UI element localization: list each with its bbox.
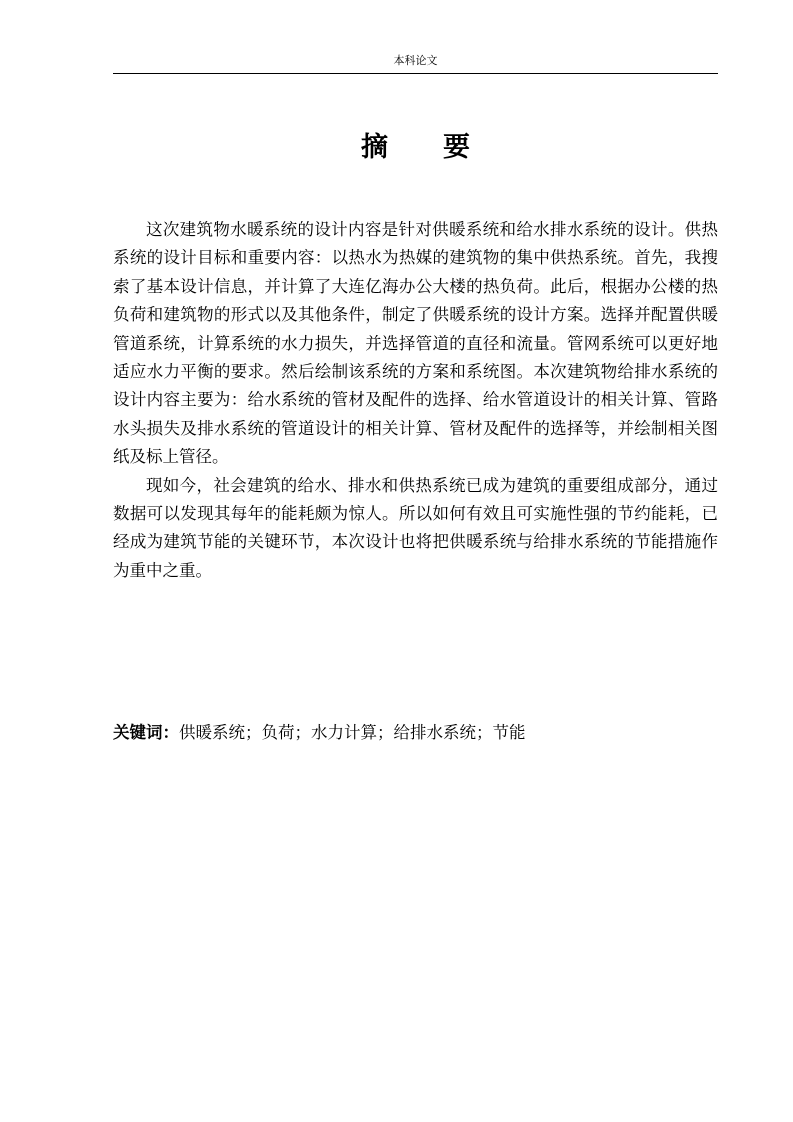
running-title: 本科论文 [393, 54, 438, 67]
keywords-label: 关键词： [113, 723, 179, 742]
abstract-paragraph-2: 现如今，社会建筑的给水、排水和供热系统已成为建筑的重要组成部分，通过数据可以发现其每年的能耗颇为惊人。所以如何有效且可实施性强的节约能耗，已经成为建筑节能的关键环节，本次设计也将把供暖系统与给排水系统的节能措施作为重中之重。 [113, 475, 718, 580]
keywords-text: 供暖系统；负荷；水力计算；给排水系统；节能 [179, 723, 526, 742]
abstract-title-char-2: 要 [443, 132, 470, 163]
abstract-body [113, 216, 718, 585]
running-header [113, 54, 718, 68]
abstract-title [113, 130, 718, 166]
abstract-paragraph-1: 这次建筑物水暖系统的设计内容是针对供暖系统和给水排水系统的设计。供热系统的设计目标和重要内容：以热水为热媒的建筑物的集中供热系统。首先，我搜索了基本设计信息，并计算了大连亿海办公大楼的热负荷。此后，根据办公楼的热负荷和建筑物的形式以及其他条件，制定了供暖系统的设计方案。选择并配置供暖管道系统，计算系统的水力损失，并选择管道的直径和流量。管网系统可以更好地适应水力平衡的要求。然后绘制该系统的方案和系统图。本次建筑物给排水系统的设计内容主要为：给水系统的管材及配件的选择、给水管道设计的相关计算、管路水头损失及排水系统的管道设计的相关计算、管材及配件的选择等，并绘制相关图纸及标上管径。 [113, 220, 718, 467]
abstract-title-char-1: 摘 [361, 132, 388, 163]
keywords-line [113, 719, 718, 747]
header-rule [113, 73, 718, 74]
